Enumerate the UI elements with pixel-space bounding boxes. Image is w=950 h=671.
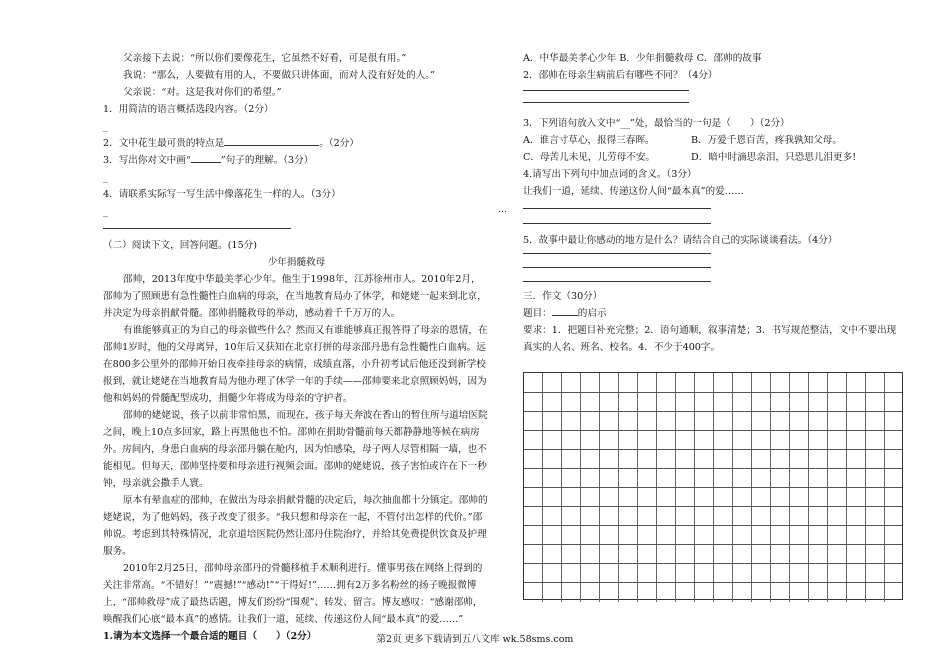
grid-cell[interactable] [695, 393, 714, 412]
grid-cell[interactable] [657, 412, 676, 431]
grid-cell[interactable] [524, 488, 543, 507]
option-c: C．母苦儿未见，儿劳母不安。 [523, 152, 656, 163]
grid-cell[interactable] [828, 564, 847, 583]
grid-cell[interactable] [600, 450, 619, 469]
grid-cell[interactable] [752, 488, 771, 507]
grid-cell[interactable] [866, 507, 885, 526]
grid-cell[interactable] [562, 526, 581, 545]
left-column: 父亲接下去说：“所以你们要像花生，它虽然不好看，可是很有用。” 我说：“那么，人要做有用的人，不要做只讲体面，而对人没有好处的人。” 父亲说：“对。这是我对你们的希望。” 1．用简洁的语言概括选段内容。（2分） _ 2．文中花生最可贵的特点是 。（2分） 3．写出你对文中画“ ”句子的理解。（3分） _ 4．请联系实际写一写生活中像落花生一样的人。（3分） _ （二）阅读下文，回答问题。(15分) 少年捐髓救母 邵帅，2013年度中华最美孝心少年。他生于1998年，江苏徐州市人。2010年2月，邵帅为了照顾患有急性髓性白血病的母亲，在当地教育局办了休学，和姥姥一起来到北京，并决定为母亲捐献骨髓。邵帅捐髓救母的举动，感动着千千万万的人。 有谁能够真正的为自己的母亲做些什么？然而又有谁能够真正报答得了母亲的恩情，在邵帅1岁时，他的父母离异，10年后又获知在北京打拼的母亲邵丹患有急性髓性白血病。远在800多公里外的邵帅开始日夜牵挂母亲的病情，成绩直落，小升初考试后他还没到新学校报到，就让姥姥在当地教育局为他办理了休学一年的手续——邵帅要来北京照顾妈妈，因为他和妈妈的骨髓配型成功，捐髓少年将成为母亲的守护者。 邵帅的姥姥说，孩子以前非常怕黑，而现在，孩子每天奔波在香山的暂住所与道培医院之间，晚上10点多回家，路上再黑他也不怕。邵帅在捐助骨髓前每天都静静地等候在病房外。房间内，身患白血病的母亲邵丹躺在舱内，因为怕感染，母子两人尽管相隔一墙，也不能相见。但每天，邵帅坚持要和母亲进行视频会面。邵帅的姥姥说，孩子害怕或许在下一秒钟，母亲就会撒手人寰。 原本有晕血症的邵帅，在做出为母亲捐献骨髓的决定后，每次抽血都十分镇定。邵帅的姥姥说，为了他妈妈，孩子改变了很多。“我只想和母亲在一起，不管付出怎样的代价。”邵帅说。考虑到其特殊情况，北京道培医院仍然让邵丹住院治疗，并给其免费提供饮食及护理服务。 2010年2月25日，邵帅母亲邵丹的骨髓移植手术顺利进行。懂事男孩在网络上得到的关注非常高。“不错好！”“震撼!”“感动!”“干得好!”……拥有2万多名粉丝的扬子晚报微博上，“邵帅救母”成了最热话题，博友们纷纷“围观”、转发、留言。博友感叹：“感谢邵帅，唤醒我们心底“最本真”的感情。让我们一道，延续、传递这份人间“最本真”的爱……” 1.请为本文选择一个最合适的题目（ ）（2分） [103, 50, 490, 645]
paragraph: 原本有晕血症的邵帅，在做出为母亲捐献骨髓的决定后，每次抽血都十分镇定。邵帅的姥姥说，为了他妈妈，孩子改变了很多。“我只想和母亲在一起，不管付出怎样的代价。”邵帅说。考虑到其特殊情况，北京道培医院仍然让邵丹住院治疗，并给其免费提供饮食及护理服务。 [103, 495, 488, 557]
grid-cell[interactable] [524, 450, 543, 469]
grid-cell[interactable] [619, 393, 638, 412]
grid-cell[interactable] [638, 412, 657, 431]
question-4: 4.请写出下列句中加点词的含义。（3分） [523, 169, 697, 180]
grid-cell[interactable] [543, 583, 562, 602]
option-d: D．暗中时滴思亲泪，只恐思儿泪更多! [691, 152, 857, 163]
grid-row [524, 544, 902, 563]
question-3: 3．下列语句放入文中“__”处，最恰当的一句是（ ）（2分） [523, 118, 790, 129]
grid-cell[interactable] [524, 431, 543, 450]
grid-cell[interactable] [524, 526, 543, 545]
grid-cell[interactable] [581, 469, 600, 488]
grid-cell[interactable] [543, 393, 562, 412]
question-4: 4．请联系实际写一写生活中像落花生一样的人。（3分） [103, 189, 341, 200]
grid-cell[interactable] [866, 469, 885, 488]
grid-cell[interactable] [866, 450, 885, 469]
grid-row [524, 468, 902, 487]
grid-cell[interactable] [543, 526, 562, 545]
question-2: 2．邵帅在母亲生病前后有哪些不同？（4分） [523, 70, 718, 81]
grid-cell[interactable] [847, 583, 866, 602]
grid-row [524, 430, 902, 449]
text-line: 父亲接下去说：“所以你们要像花生，它虽然不好看，可是很有用。” [123, 53, 407, 64]
right-column [523, 50, 903, 356]
grid-cell[interactable] [543, 545, 562, 564]
grid-cell[interactable] [543, 507, 562, 526]
grid-cell[interactable] [866, 373, 885, 392]
grid-cell[interactable] [562, 545, 581, 564]
grid-cell[interactable] [752, 431, 771, 450]
option-b: B．万爱千恩百苦，疼我孰知父母。 [691, 135, 842, 146]
grid-row [524, 449, 902, 468]
text-line: 父亲说：“对。这是我对你们的希望。” [123, 87, 282, 98]
question-5: 5．故事中最让你感动的地方是什么？请结合自己的实际谈谈看法。（4分） [523, 235, 838, 246]
grid-cell[interactable] [695, 469, 714, 488]
grid-cell[interactable] [714, 373, 733, 392]
grid-cell[interactable] [619, 450, 638, 469]
grid-cell[interactable] [600, 488, 619, 507]
grid-cell[interactable] [733, 583, 752, 602]
paragraph: 有谁能够真正的为自己的母亲做些什么？然而又有谁能够真正报答得了母亲的恩情，在邵帅1岁时，他的父母离异，10年后又获知在北京打拼的母亲邵丹患有急性髓性白血病。远在800多公里外的邵帅开始日夜牵挂母亲的病情，成绩直落，小升初考试后他还没到新学校报到，就让姥姥在当地教育局为他办理了休学一年的手续——邵帅要来北京照顾妈妈，因为他和妈妈的骨髓配型成功，捐髓少年将成为母亲的守护者。 [103, 325, 488, 404]
paragraph: 邵帅，2013年度中华最美孝心少年。他生于1998年，江苏徐州市人。2010年2月，邵帅为了照顾患有急性髓性白血病的母亲，在当地教育局办了休学，和姥姥一起来到北京，并决定为母亲捐献骨髓。邵帅捐髓救母的举动，感动着千千万万的人。 [103, 274, 487, 319]
grid-cell[interactable] [733, 526, 752, 545]
grid-cell[interactable] [714, 450, 733, 469]
grid-cell[interactable] [600, 545, 619, 564]
grid-cell[interactable] [676, 431, 695, 450]
grid-cell[interactable] [676, 412, 695, 431]
grid-cell[interactable] [581, 393, 600, 412]
grid-cell[interactable] [695, 507, 714, 526]
grid-cell[interactable] [562, 373, 581, 392]
answer-blank[interactable] [191, 162, 221, 163]
grid-cell[interactable] [809, 526, 828, 545]
grid-cell[interactable] [581, 526, 600, 545]
grid-cell[interactable] [581, 488, 600, 507]
grid-cell[interactable] [638, 393, 657, 412]
essay-title-blank[interactable] [552, 315, 578, 316]
grid-cell[interactable] [581, 564, 600, 583]
essay-writing-grid[interactable] [523, 372, 903, 600]
grid-cell[interactable] [581, 412, 600, 431]
grid-cell[interactable] [581, 431, 600, 450]
grid-cell[interactable] [695, 450, 714, 469]
grid-row [524, 392, 902, 411]
question-5: 1.请为本文选择一个最合适的题目（ ）（2分） [103, 631, 317, 642]
paragraph: 2010年2月25日，邵帅母亲邵丹的骨髓移植手术顺利进行。懂事男孩在网络上得到的关注非常高。“不错好！”“震撼!”“感动!”“干得好!”……拥有2万多名粉丝的扬子晚报微博上，“邵帅救母”成了最热话题，博友们纷纷“围观”、转发、留言。博友感叹：“感谢邵帅，唤醒我们心底“最本真”的感情。让我们一道，延续、传递这份人间“最本真”的爱……” [103, 563, 483, 625]
grid-cell[interactable] [752, 507, 771, 526]
page-footer: 第2页 更多下载请到五八文库 wk.58sms.com [376, 634, 574, 645]
grid-cell[interactable] [771, 412, 790, 431]
grid-cell[interactable] [828, 373, 847, 392]
option-a: A．谁言寸草心，报得三春晖。 [523, 135, 655, 146]
text-line: 我说：“那么，人要做有用的人，不要做只讲体面，而对人没有好处的人。” [123, 70, 436, 81]
grid-row [524, 411, 902, 430]
grid-cell[interactable] [676, 450, 695, 469]
grid-row [524, 525, 902, 544]
answer-blank[interactable] [224, 145, 319, 146]
grid-cell[interactable] [581, 450, 600, 469]
grid-row [524, 487, 902, 506]
grid-cell[interactable] [581, 583, 600, 602]
grid-cell[interactable] [676, 507, 695, 526]
grid-cell[interactable] [866, 564, 885, 583]
grid-cell[interactable] [543, 373, 562, 392]
grid-cell[interactable] [638, 450, 657, 469]
grid-cell[interactable] [562, 564, 581, 583]
grid-cell[interactable] [714, 526, 733, 545]
grid-cell[interactable] [543, 412, 562, 431]
grid-cell[interactable] [657, 393, 676, 412]
grid-cell[interactable] [524, 583, 543, 602]
grid-cell[interactable] [695, 412, 714, 431]
grid-cell[interactable] [771, 393, 790, 412]
grid-cell[interactable] [847, 564, 866, 583]
grid-cell[interactable] [638, 564, 657, 583]
grid-cell[interactable] [524, 469, 543, 488]
grid-cell[interactable] [828, 488, 847, 507]
grid-cell[interactable] [676, 545, 695, 564]
grid-cell[interactable] [809, 564, 828, 583]
grid-cell[interactable] [866, 412, 885, 431]
grid-cell[interactable] [638, 507, 657, 526]
exam-page: 父亲接下去说：“所以你们要像花生，它虽然不好看，可是很有用。” 我说：“那么，人要做有用的人，不要做只讲体面，而对人没有好处的人。” 父亲说：“对。这是我对你们的希望。” 1．用简洁的语言概括选段内容。（2分） _ 2．文中花生最可贵的特点是 。（2分） 3．写出你对文中画“ ”句子的理解。（3分） _ 4．请联系实际写一写生活中像落花生一样的人。（3分） _ （二）阅读下文，回答问题。(15分) 少年捐髓救母 邵帅，2013年度中华最美孝心少年。他生于1998年，江苏徐州市人。2010年2月，邵帅为了照顾患有急性髓性白血病的母亲，在当地教育局办了休学，和姥姥一起来到北京，并决定为母亲捐献骨髓。邵帅捐髓救母的举动，感动着千千万万的人。 有谁能够真正的为自己的母亲做些什么？然而又有谁能够真正报答得了母亲的恩情，在邵帅1岁时，他的父母离异，10年后又获知在北京打拼的母亲邵丹患有急性髓性白血病。远在800多公里外的邵帅开始日夜牵挂母亲的病情，成绩直落，小升初考试后他还没到新学校报到，就让姥姥在当地教育局为他办理了休学一年的手续——邵帅要来北京照顾妈妈，因为他和妈妈的骨髓配型成功，捐髓少年将成为母亲的守护者。 邵帅的姥姥说，孩子以前非常怕黑，而现在，孩子每天奔波在香山的暂住所与道培医院之间，晚上10点多回家，路上再黑他也不怕。邵帅在捐助骨髓前每天都静静地等候在病房外。房间内，身患白血病的母亲邵丹躺在舱内，因为怕感染，母子两人尽管相隔一墙，也不能相见。但每天，邵帅坚持要和母亲进行视频会面。邵帅的姥姥说，孩子害怕或许在下一秒钟，母亲就会撒手人寰。 原本有晕血症的邵帅，在做出为母亲捐献骨髓的决定后，每次抽血都十分镇定。邵帅的姥姥说，为了他妈妈，孩子改变了很多。“我只想和母亲在一起，不管付出怎样的代价。”邵帅说。考虑到其特殊情况，北京道培医院仍然让邵丹住院治疗，并给其免费提供饮食及护理服务。 2010年2月25日，邵帅母亲邵丹的骨髓移植手术顺利进行。懂事男孩在网络上得到的关注非常高。“不错好！”“震撼!”“感动!”“干得好!”……拥有2万多名粉丝的扬子晚报微博上，“邵帅救母”成了最热话题，博友们纷纷“围观”、转发、留言。博友感叹：“感谢邵帅，唤醒我们心底“最本真”的感情。让我们一道，延续、传递这份人间“最本真”的爱……” 1.请为本文选择一个最合适的题目（ ）（2分） … A．中华最美孝心少年 B．少年捐髓救母 C．邵帅的故事 2．邵帅在母亲生病前后有哪些不同？（4分） 3．下列语句放入文中“__”处，最恰当的一句是（ ）（2分） A．谁言寸草心，报得三春晖。 B．万爱千恩百苦，疼我孰知父母。 C．母苦儿未见，儿劳母不安。 D．暗中时滴思亲泪，只恐思儿泪更多! 4.请写出下列句中加点词的含义。（3分） 让我们一道，延续、传递这份人间“最本真”的爱…… 5．故事中最让你感动的地方是什么？请结合自己的实际谈谈看法。（4分） 三．作文（30分） 题目： 的启示 要求：1．把题目补充完整；2．语句通顺，叙事清楚；3．书写规范整洁，文中不要出现真实的人名、班名、校名。4．不少于400字。 第2页 更多下载请到五八文库 wk.58sms.com [0, 0, 950, 671]
grid-cell[interactable] [790, 431, 809, 450]
grid-cell[interactable] [714, 564, 733, 583]
grid-cell[interactable] [619, 507, 638, 526]
grid-row [524, 582, 902, 601]
grid-cell[interactable] [543, 431, 562, 450]
grid-cell[interactable] [714, 431, 733, 450]
grid-cell[interactable] [619, 412, 638, 431]
grid-cell[interactable] [524, 393, 543, 412]
grid-cell[interactable] [657, 431, 676, 450]
grid-cell[interactable] [657, 545, 676, 564]
grid-cell[interactable] [638, 583, 657, 602]
grid-cell[interactable] [790, 412, 809, 431]
grid-cell[interactable] [562, 412, 581, 431]
grid-row [524, 506, 902, 525]
grid-cell[interactable] [847, 507, 866, 526]
grid-cell[interactable] [828, 526, 847, 545]
grid-cell[interactable] [714, 469, 733, 488]
grid-cell[interactable] [847, 545, 866, 564]
article-title: 少年捐髓救母 [267, 257, 326, 268]
grid-cell[interactable] [524, 507, 543, 526]
grid-cell[interactable] [752, 564, 771, 583]
grid-cell[interactable] [562, 469, 581, 488]
grid-cell[interactable] [714, 393, 733, 412]
grid-cell[interactable] [638, 373, 657, 392]
grid-cell[interactable] [809, 412, 828, 431]
grid-cell[interactable] [619, 526, 638, 545]
grid-cell[interactable] [733, 564, 752, 583]
grid-cell[interactable] [562, 450, 581, 469]
grid-cell[interactable] [619, 431, 638, 450]
grid-cell[interactable] [600, 564, 619, 583]
grid-cell[interactable] [695, 583, 714, 602]
grid-cell[interactable] [866, 583, 885, 602]
grid-cell[interactable] [714, 545, 733, 564]
grid-cell[interactable] [600, 393, 619, 412]
grid-cell[interactable] [619, 545, 638, 564]
grid-cell[interactable] [543, 488, 562, 507]
grid-cell[interactable] [790, 373, 809, 392]
grid-cell[interactable] [524, 564, 543, 583]
grid-cell[interactable] [695, 564, 714, 583]
grid-cell[interactable] [657, 583, 676, 602]
grid-cell[interactable] [771, 373, 790, 392]
grid-cell[interactable] [600, 469, 619, 488]
grid-cell[interactable] [828, 469, 847, 488]
question-2: 2．文中花生最可贵的特点是 。（2分） [103, 138, 359, 149]
grid-cell[interactable] [866, 431, 885, 450]
grid-cell[interactable] [790, 450, 809, 469]
grid-cell[interactable] [809, 583, 828, 602]
grid-cell[interactable] [733, 545, 752, 564]
grid-cell[interactable] [543, 564, 562, 583]
grid-cell[interactable] [771, 469, 790, 488]
grid-cell[interactable] [562, 583, 581, 602]
grid-cell[interactable] [676, 564, 695, 583]
grid-cell[interactable] [828, 583, 847, 602]
grid-cell[interactable] [714, 583, 733, 602]
grid-cell[interactable] [847, 450, 866, 469]
grid-cell[interactable] [733, 450, 752, 469]
grid-cell[interactable] [695, 545, 714, 564]
grid-cell[interactable] [562, 488, 581, 507]
grid-cell[interactable] [733, 412, 752, 431]
grid-cell[interactable] [524, 545, 543, 564]
grid-cell[interactable] [619, 469, 638, 488]
grid-cell[interactable] [562, 431, 581, 450]
grid-cell[interactable] [752, 526, 771, 545]
grid-cell[interactable] [543, 450, 562, 469]
grid-cell[interactable] [600, 431, 619, 450]
grid-row [524, 373, 902, 392]
grid-cell[interactable] [790, 526, 809, 545]
grid-cell[interactable] [752, 545, 771, 564]
grid-cell[interactable] [752, 373, 771, 392]
grid-cell[interactable] [600, 412, 619, 431]
section-heading: 三．作文（30分） [523, 291, 603, 302]
grid-cell[interactable] [676, 393, 695, 412]
grid-cell[interactable] [657, 526, 676, 545]
grid-cell[interactable] [866, 488, 885, 507]
grid-cell[interactable] [752, 450, 771, 469]
grid-cell[interactable] [657, 507, 676, 526]
grid-cell[interactable] [600, 526, 619, 545]
grid-cell[interactable] [771, 488, 790, 507]
grid-cell[interactable] [676, 526, 695, 545]
grid-cell[interactable] [676, 488, 695, 507]
paragraph: 邵帅的姥姥说，孩子以前非常怕黑，而现在，孩子每天奔波在香山的暂住所与道培医院之间，晚上10点多回家，路上再黑他也不怕。邵帅在捐助骨髓前每天都静静地等候在病房外。房间内，身患白血病的母亲邵丹躺在舱内，因为怕感染，母子两人尽管相隔一墙，也不能相见。但每天，邵帅坚持要和母亲进行视频会面。邵帅的姥姥说，孩子害怕或许在下一秒钟，母亲就会撒手人寰。 [103, 410, 488, 489]
grid-cell[interactable] [809, 507, 828, 526]
grid-cell[interactable] [714, 488, 733, 507]
grid-cell[interactable] [790, 564, 809, 583]
grid-cell[interactable] [752, 393, 771, 412]
grid-cell[interactable] [771, 431, 790, 450]
grid-cell[interactable] [714, 412, 733, 431]
grid-cell[interactable] [809, 450, 828, 469]
question-1: 1．用简洁的语言概括选段内容。（2分） [103, 104, 274, 115]
grid-cell[interactable] [771, 564, 790, 583]
grid-cell[interactable] [581, 373, 600, 392]
quote-line: 让我们一道，延续、传递这份人间“最本真”的爱…… [523, 186, 744, 197]
grid-cell[interactable] [866, 526, 885, 545]
grid-cell[interactable] [771, 545, 790, 564]
grid-cell[interactable] [790, 545, 809, 564]
grid-cell[interactable] [866, 393, 885, 412]
option-line: A．中华最美孝心少年 B．少年捐髓救母 C．邵帅的故事 [523, 53, 762, 64]
grid-cell[interactable] [828, 431, 847, 450]
grid-cell[interactable] [600, 373, 619, 392]
grid-cell[interactable] [619, 583, 638, 602]
grid-cell[interactable] [581, 545, 600, 564]
grid-cell[interactable] [847, 412, 866, 431]
grid-cell[interactable] [752, 412, 771, 431]
grid-cell[interactable] [619, 564, 638, 583]
grid-cell[interactable] [638, 488, 657, 507]
grid-row [524, 563, 902, 582]
grid-cell[interactable] [790, 507, 809, 526]
grid-cell[interactable] [771, 526, 790, 545]
grid-cell[interactable] [676, 373, 695, 392]
grid-cell[interactable] [562, 507, 581, 526]
grid-cell[interactable] [771, 507, 790, 526]
grid-cell[interactable] [657, 373, 676, 392]
grid-cell[interactable] [638, 545, 657, 564]
grid-cell[interactable] [638, 431, 657, 450]
grid-cell[interactable] [790, 393, 809, 412]
grid-cell[interactable] [771, 583, 790, 602]
grid-cell[interactable] [809, 488, 828, 507]
grid-cell[interactable] [809, 469, 828, 488]
grid-cell[interactable] [619, 373, 638, 392]
grid-cell[interactable] [638, 526, 657, 545]
grid-cell[interactable] [638, 469, 657, 488]
grid-cell[interactable] [847, 526, 866, 545]
grid-cell[interactable] [695, 431, 714, 450]
grid-cell[interactable] [657, 564, 676, 583]
grid-cell[interactable] [828, 393, 847, 412]
grid-cell[interactable] [524, 373, 543, 392]
grid-cell[interactable] [600, 583, 619, 602]
grid-cell[interactable] [543, 469, 562, 488]
grid-cell[interactable] [619, 488, 638, 507]
grid-cell[interactable] [581, 507, 600, 526]
question-3: 3．写出你对文中画“ ”句子的理解。（3分） [103, 155, 314, 166]
grid-cell[interactable] [752, 469, 771, 488]
grid-cell[interactable] [733, 373, 752, 392]
grid-cell[interactable] [771, 450, 790, 469]
essay-requirements: 要求：1．把题目补充完整；2．语句通顺，叙事清楚；3．书写规范整洁，文中不要出现真实的人名、班名、校名。4．不少于400字。 [523, 325, 897, 353]
grid-cell[interactable] [809, 545, 828, 564]
grid-cell[interactable] [695, 373, 714, 392]
grid-cell[interactable] [847, 488, 866, 507]
grid-cell[interactable] [524, 412, 543, 431]
grid-cell[interactable] [733, 393, 752, 412]
grid-cell[interactable] [695, 488, 714, 507]
grid-cell[interactable] [866, 545, 885, 564]
essay-title-line: 题目： 的启示 [523, 308, 607, 319]
section-heading: （二）阅读下文，回答问题。(15分) [103, 240, 258, 251]
grid-cell[interactable] [828, 412, 847, 431]
grid-cell[interactable] [828, 450, 847, 469]
grid-cell[interactable] [714, 507, 733, 526]
grid-cell[interactable] [847, 393, 866, 412]
grid-cell[interactable] [657, 450, 676, 469]
grid-cell[interactable] [790, 469, 809, 488]
grid-cell[interactable] [809, 373, 828, 392]
grid-cell[interactable] [847, 373, 866, 392]
grid-cell[interactable] [695, 526, 714, 545]
grid-cell[interactable] [733, 431, 752, 450]
grid-cell[interactable] [657, 469, 676, 488]
grid-cell[interactable] [733, 488, 752, 507]
grid-cell[interactable] [847, 431, 866, 450]
grid-cell[interactable] [752, 583, 771, 602]
grid-cell[interactable] [562, 393, 581, 412]
grid-cell[interactable] [733, 469, 752, 488]
grid-cell[interactable] [809, 393, 828, 412]
grid-cell[interactable] [676, 469, 695, 488]
grid-cell[interactable] [828, 545, 847, 564]
grid-cell[interactable] [828, 507, 847, 526]
grid-cell[interactable] [600, 507, 619, 526]
grid-cell[interactable] [676, 583, 695, 602]
grid-cell[interactable] [847, 469, 866, 488]
grid-cell[interactable] [790, 583, 809, 602]
grid-cell[interactable] [733, 507, 752, 526]
grid-cell[interactable] [657, 488, 676, 507]
grid-cell[interactable] [809, 431, 828, 450]
grid-cell[interactable] [790, 488, 809, 507]
